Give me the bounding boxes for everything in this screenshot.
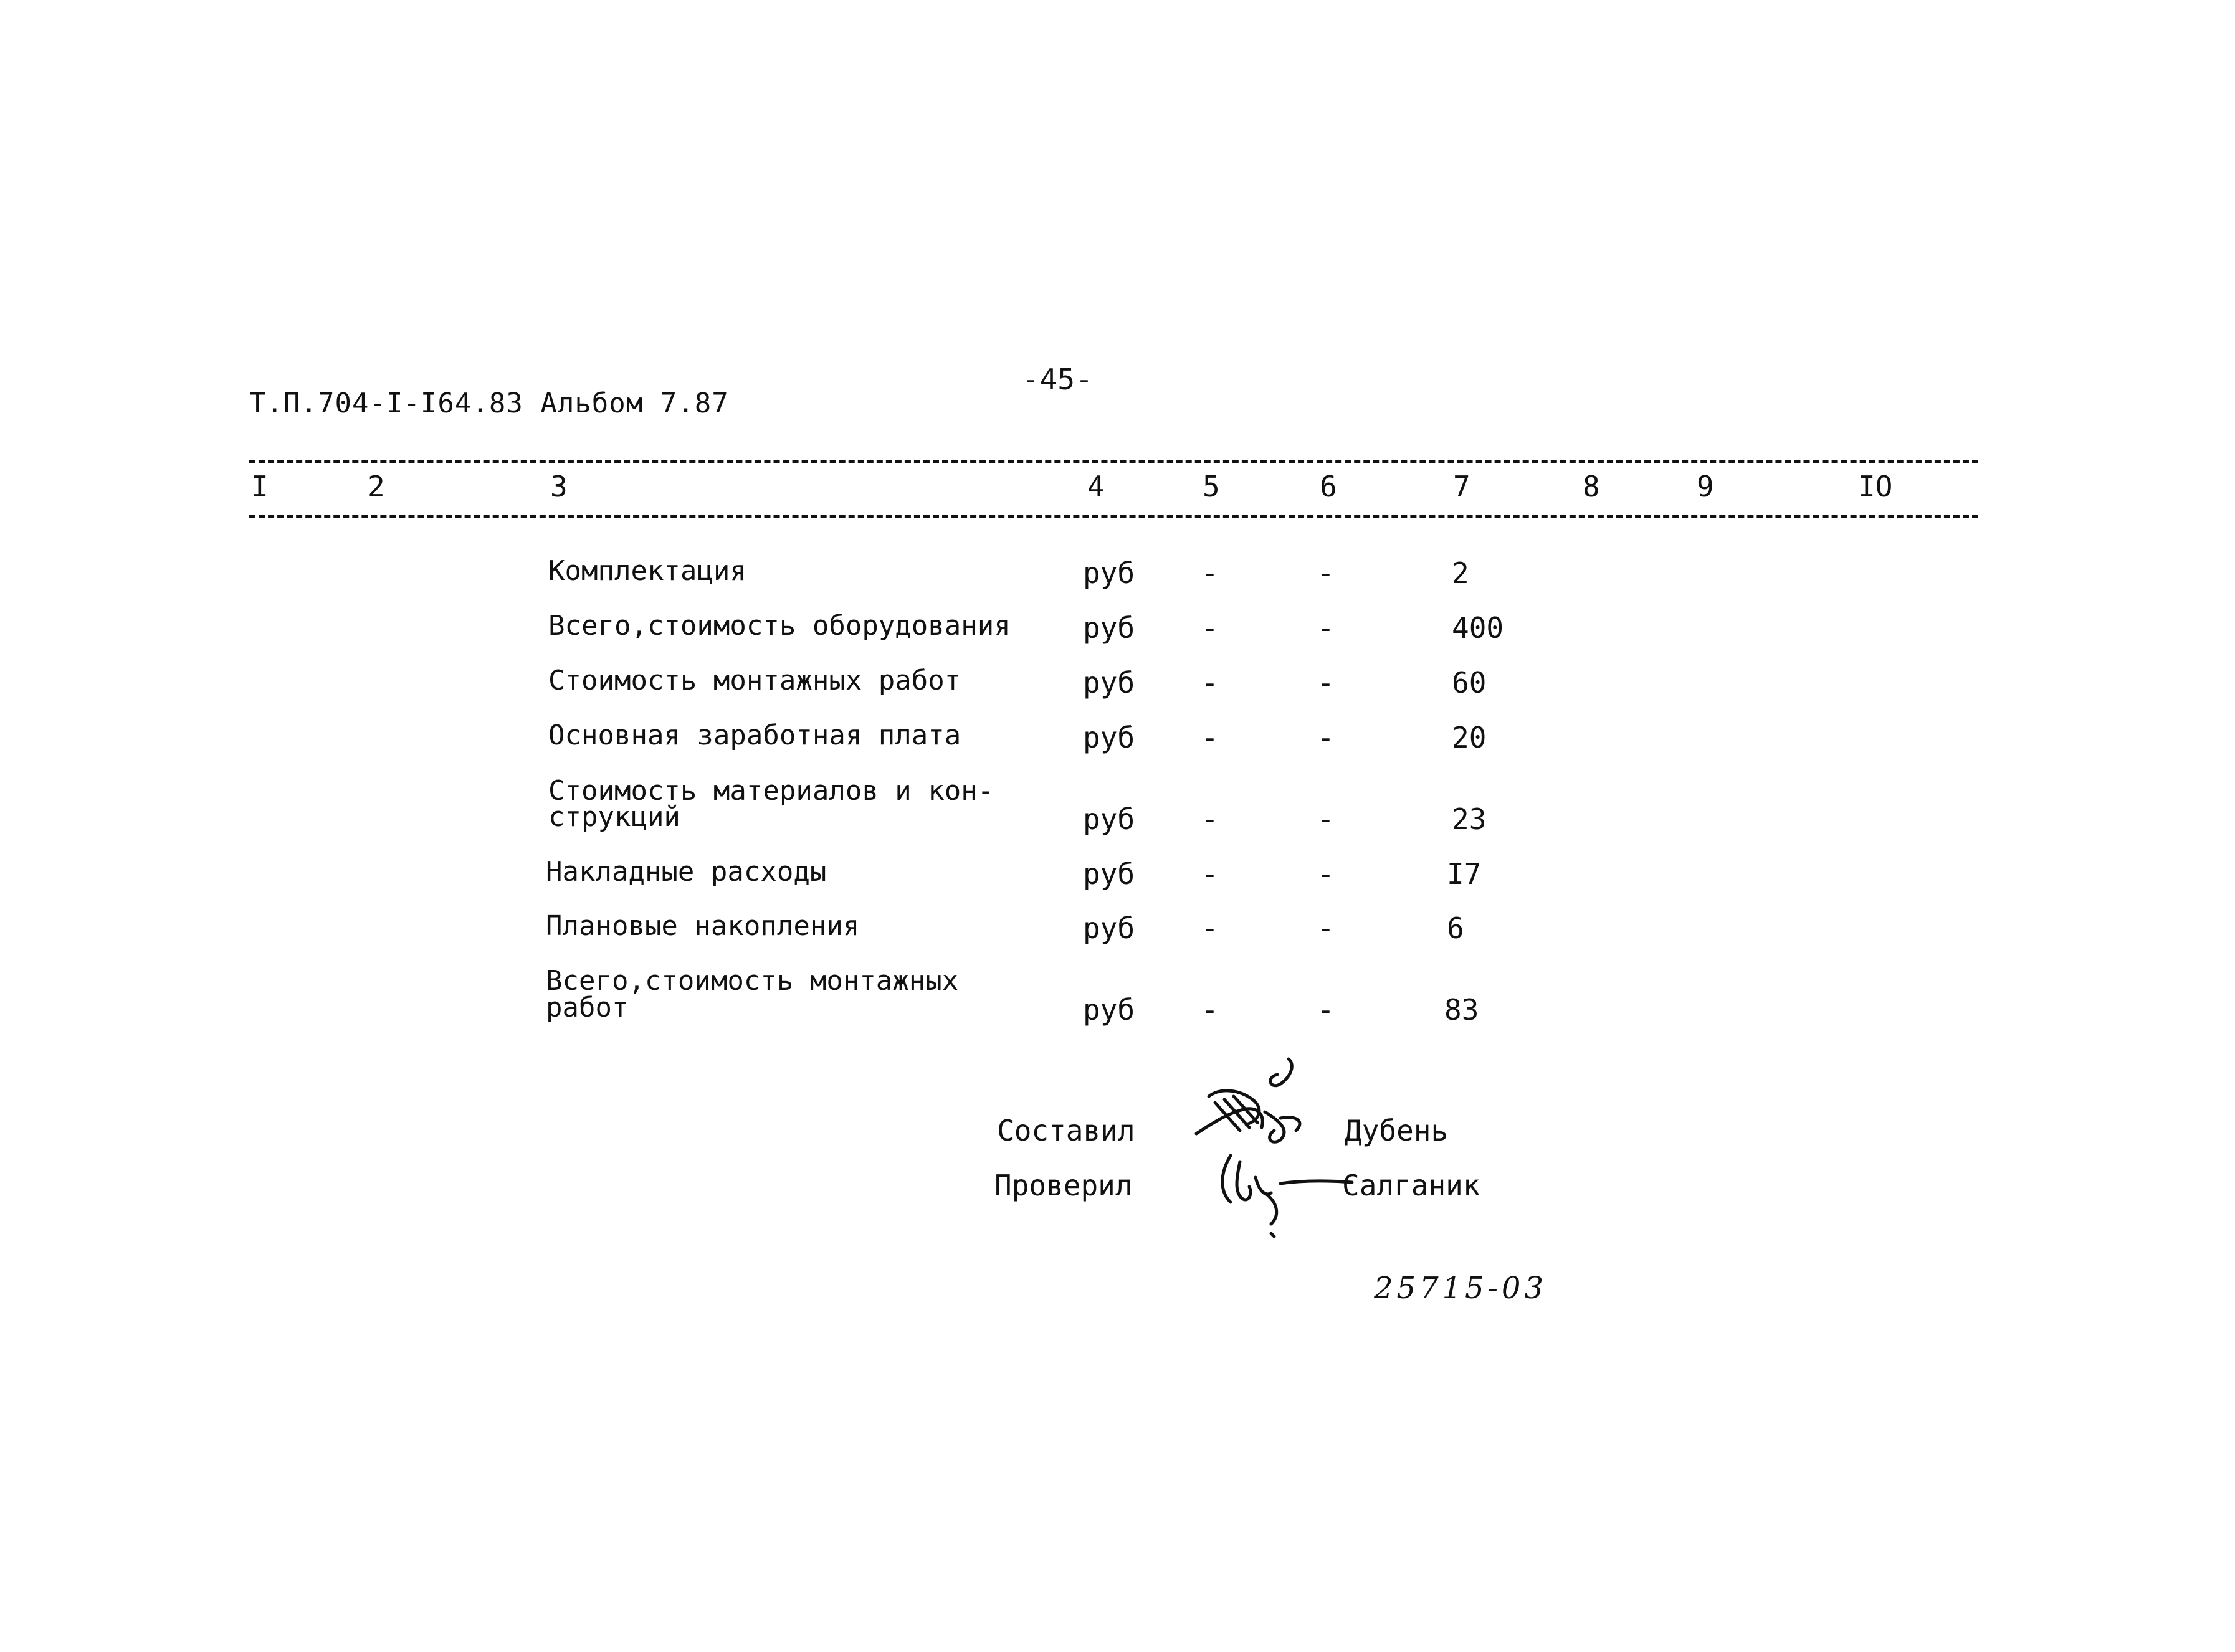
- table-row-col7: I7: [1447, 857, 1482, 891]
- table-row-col5: -: [1201, 911, 1219, 945]
- table-row-col7: 23: [1452, 802, 1487, 836]
- column-header-5: 5: [1203, 470, 1220, 503]
- table-row-unit: руб: [1083, 556, 1135, 590]
- table-row-name-continuation: струкций: [548, 801, 680, 833]
- table-row-col6: -: [1317, 611, 1335, 645]
- document-code: Т.П.704-I-I64.83 Альбом 7.87: [249, 387, 729, 419]
- table-row-col7: 2: [1452, 556, 1469, 590]
- column-header-1: I: [251, 470, 269, 503]
- page-number: -45-: [1022, 363, 1094, 396]
- table-row-col7: 400: [1452, 611, 1504, 645]
- table-row-unit: руб: [1083, 911, 1135, 945]
- table-row-col6: -: [1317, 721, 1335, 754]
- table-row-col7: 20: [1452, 721, 1487, 754]
- table-row-col5: -: [1201, 666, 1219, 700]
- table-row-unit: руб: [1083, 611, 1135, 645]
- table-row-col6: -: [1317, 556, 1335, 590]
- table-row-col6: -: [1317, 857, 1335, 891]
- column-header-2: 2: [368, 470, 385, 503]
- table-row-col5: -: [1201, 993, 1219, 1027]
- table-header-top-rule: [249, 460, 1978, 463]
- table-row-col6: -: [1317, 666, 1335, 700]
- handwritten-signatures: [1171, 1053, 1383, 1258]
- column-header-9: 9: [1697, 470, 1714, 503]
- table-row-name: Основная заработная плата: [548, 719, 961, 751]
- table-row-col5: -: [1201, 611, 1219, 645]
- table-row-name: Всего,стоимость монтажных: [546, 965, 959, 997]
- table-row-unit: руб: [1083, 857, 1135, 891]
- table-row-unit: руб: [1083, 993, 1135, 1027]
- table-row-unit: руб: [1083, 802, 1135, 836]
- table-row-name: Стоимость материалов и кон-: [548, 775, 994, 807]
- checked-by-label: Проверил: [994, 1169, 1133, 1202]
- table-row-unit: руб: [1083, 721, 1135, 754]
- table-row-name: Плановые накопления: [546, 910, 860, 942]
- table-row-name: Комплектация: [548, 555, 746, 587]
- compiled-by-name: Дубень: [1345, 1114, 1449, 1147]
- table-header-bottom-rule: [249, 515, 1978, 518]
- column-header-3: 3: [550, 470, 568, 503]
- column-header-6: 6: [1320, 470, 1337, 503]
- column-header-7: 7: [1453, 470, 1470, 503]
- table-row-name: Стоимость монтажных работ: [548, 665, 961, 696]
- table-row-col6: -: [1317, 911, 1335, 945]
- table-row-col5: -: [1201, 802, 1219, 836]
- table-row-col5: -: [1201, 721, 1219, 754]
- table-row-name: Накладные расходы: [546, 856, 827, 888]
- table-row-col6: -: [1317, 802, 1335, 836]
- table-row-col7: 6: [1447, 911, 1464, 945]
- table-row-name-continuation: работ: [546, 992, 629, 1023]
- checked-by-name: Салганик: [1342, 1169, 1480, 1202]
- compiled-by-label: Составил: [997, 1114, 1135, 1147]
- table-row-col6: -: [1317, 993, 1335, 1027]
- table-row-col7: 60: [1452, 666, 1487, 700]
- table-row-unit: руб: [1083, 666, 1135, 700]
- table-row-name: Всего,стоимость оборудования: [548, 610, 1011, 642]
- table-row-col5: -: [1201, 556, 1219, 590]
- archive-number: 25715-03: [1374, 1271, 1547, 1306]
- table-row-col7: 83: [1444, 993, 1479, 1027]
- column-header-8: 8: [1583, 470, 1600, 503]
- column-header-10: IO: [1858, 470, 1893, 503]
- table-row-col5: -: [1201, 857, 1219, 891]
- column-header-4: 4: [1087, 470, 1105, 503]
